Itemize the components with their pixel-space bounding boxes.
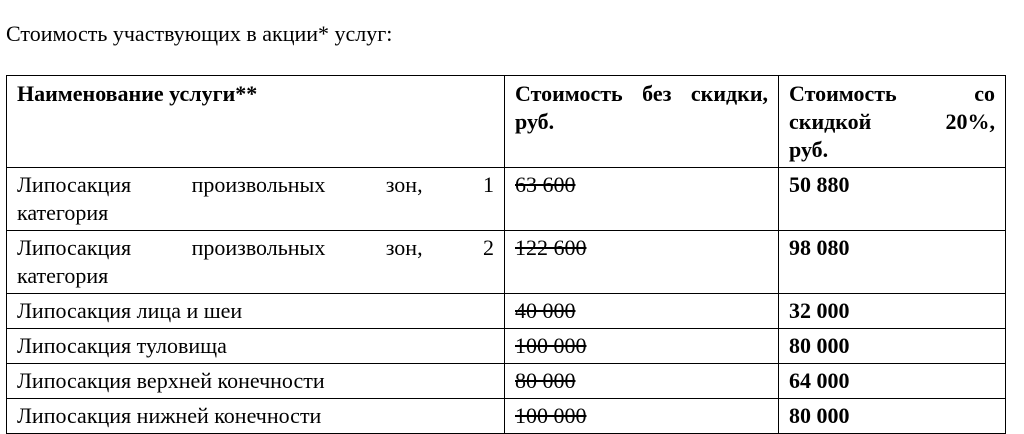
- header-price-discount: [779, 76, 1006, 168]
- service-name-cell: [7, 168, 505, 231]
- header-price-full: Стоимость без скидки, руб.: [505, 76, 779, 168]
- service-name-line1: Липосакция нижней конечности: [17, 403, 322, 428]
- table-row: [7, 168, 1006, 231]
- price-discount-cell: 50 880: [779, 168, 1006, 231]
- header-price-discount-line2: скидкой 20%,: [789, 109, 995, 134]
- service-name-line2: категория: [17, 200, 109, 225]
- price-full-cell: 100 000: [505, 329, 779, 364]
- price-discount-cell: 80 000: [779, 399, 1006, 434]
- table-row: [7, 231, 1006, 294]
- header-price-discount-line1: Стоимость со: [789, 81, 995, 106]
- service-name-line1: Липосакция произвольных зон, 2: [17, 235, 494, 260]
- service-name-cell: [7, 329, 505, 364]
- table-row: [7, 399, 1006, 434]
- service-name-line1: Липосакция произвольных зон, 1: [17, 172, 494, 197]
- service-name-cell: [7, 399, 505, 434]
- price-full-cell: 63 600: [505, 168, 779, 231]
- price-discount-cell: 80 000: [779, 329, 1006, 364]
- service-name-line1: Липосакция верхней конечности: [17, 368, 325, 393]
- service-name-line1: Липосакция туловища: [17, 333, 227, 358]
- price-full-cell: 80 000: [505, 364, 779, 399]
- table-row: [7, 364, 1006, 399]
- table-row: [7, 294, 1006, 329]
- service-name-cell: [7, 364, 505, 399]
- price-full-cell: 40 000: [505, 294, 779, 329]
- table-row: [7, 329, 1006, 364]
- price-full-cell: 100 000: [505, 399, 779, 434]
- price-full-cell: 122 600: [505, 231, 779, 294]
- page-heading: Стоимость участвующих в акции* услуг:: [6, 21, 393, 46]
- service-name-line1: Липосакция лица и шеи: [17, 298, 243, 323]
- service-name-line2: категория: [17, 263, 109, 288]
- price-discount-cell: 32 000: [779, 294, 1006, 329]
- header-price-discount-line3: руб.: [789, 137, 829, 162]
- table-header-row: [7, 76, 1006, 168]
- service-name-cell: [7, 231, 505, 294]
- price-discount-cell: 64 000: [779, 364, 1006, 399]
- price-table: [6, 75, 1006, 434]
- service-name-cell: [7, 294, 505, 329]
- price-discount-cell: 98 080: [779, 231, 1006, 294]
- header-service-name: Наименование услуги**: [7, 76, 505, 168]
